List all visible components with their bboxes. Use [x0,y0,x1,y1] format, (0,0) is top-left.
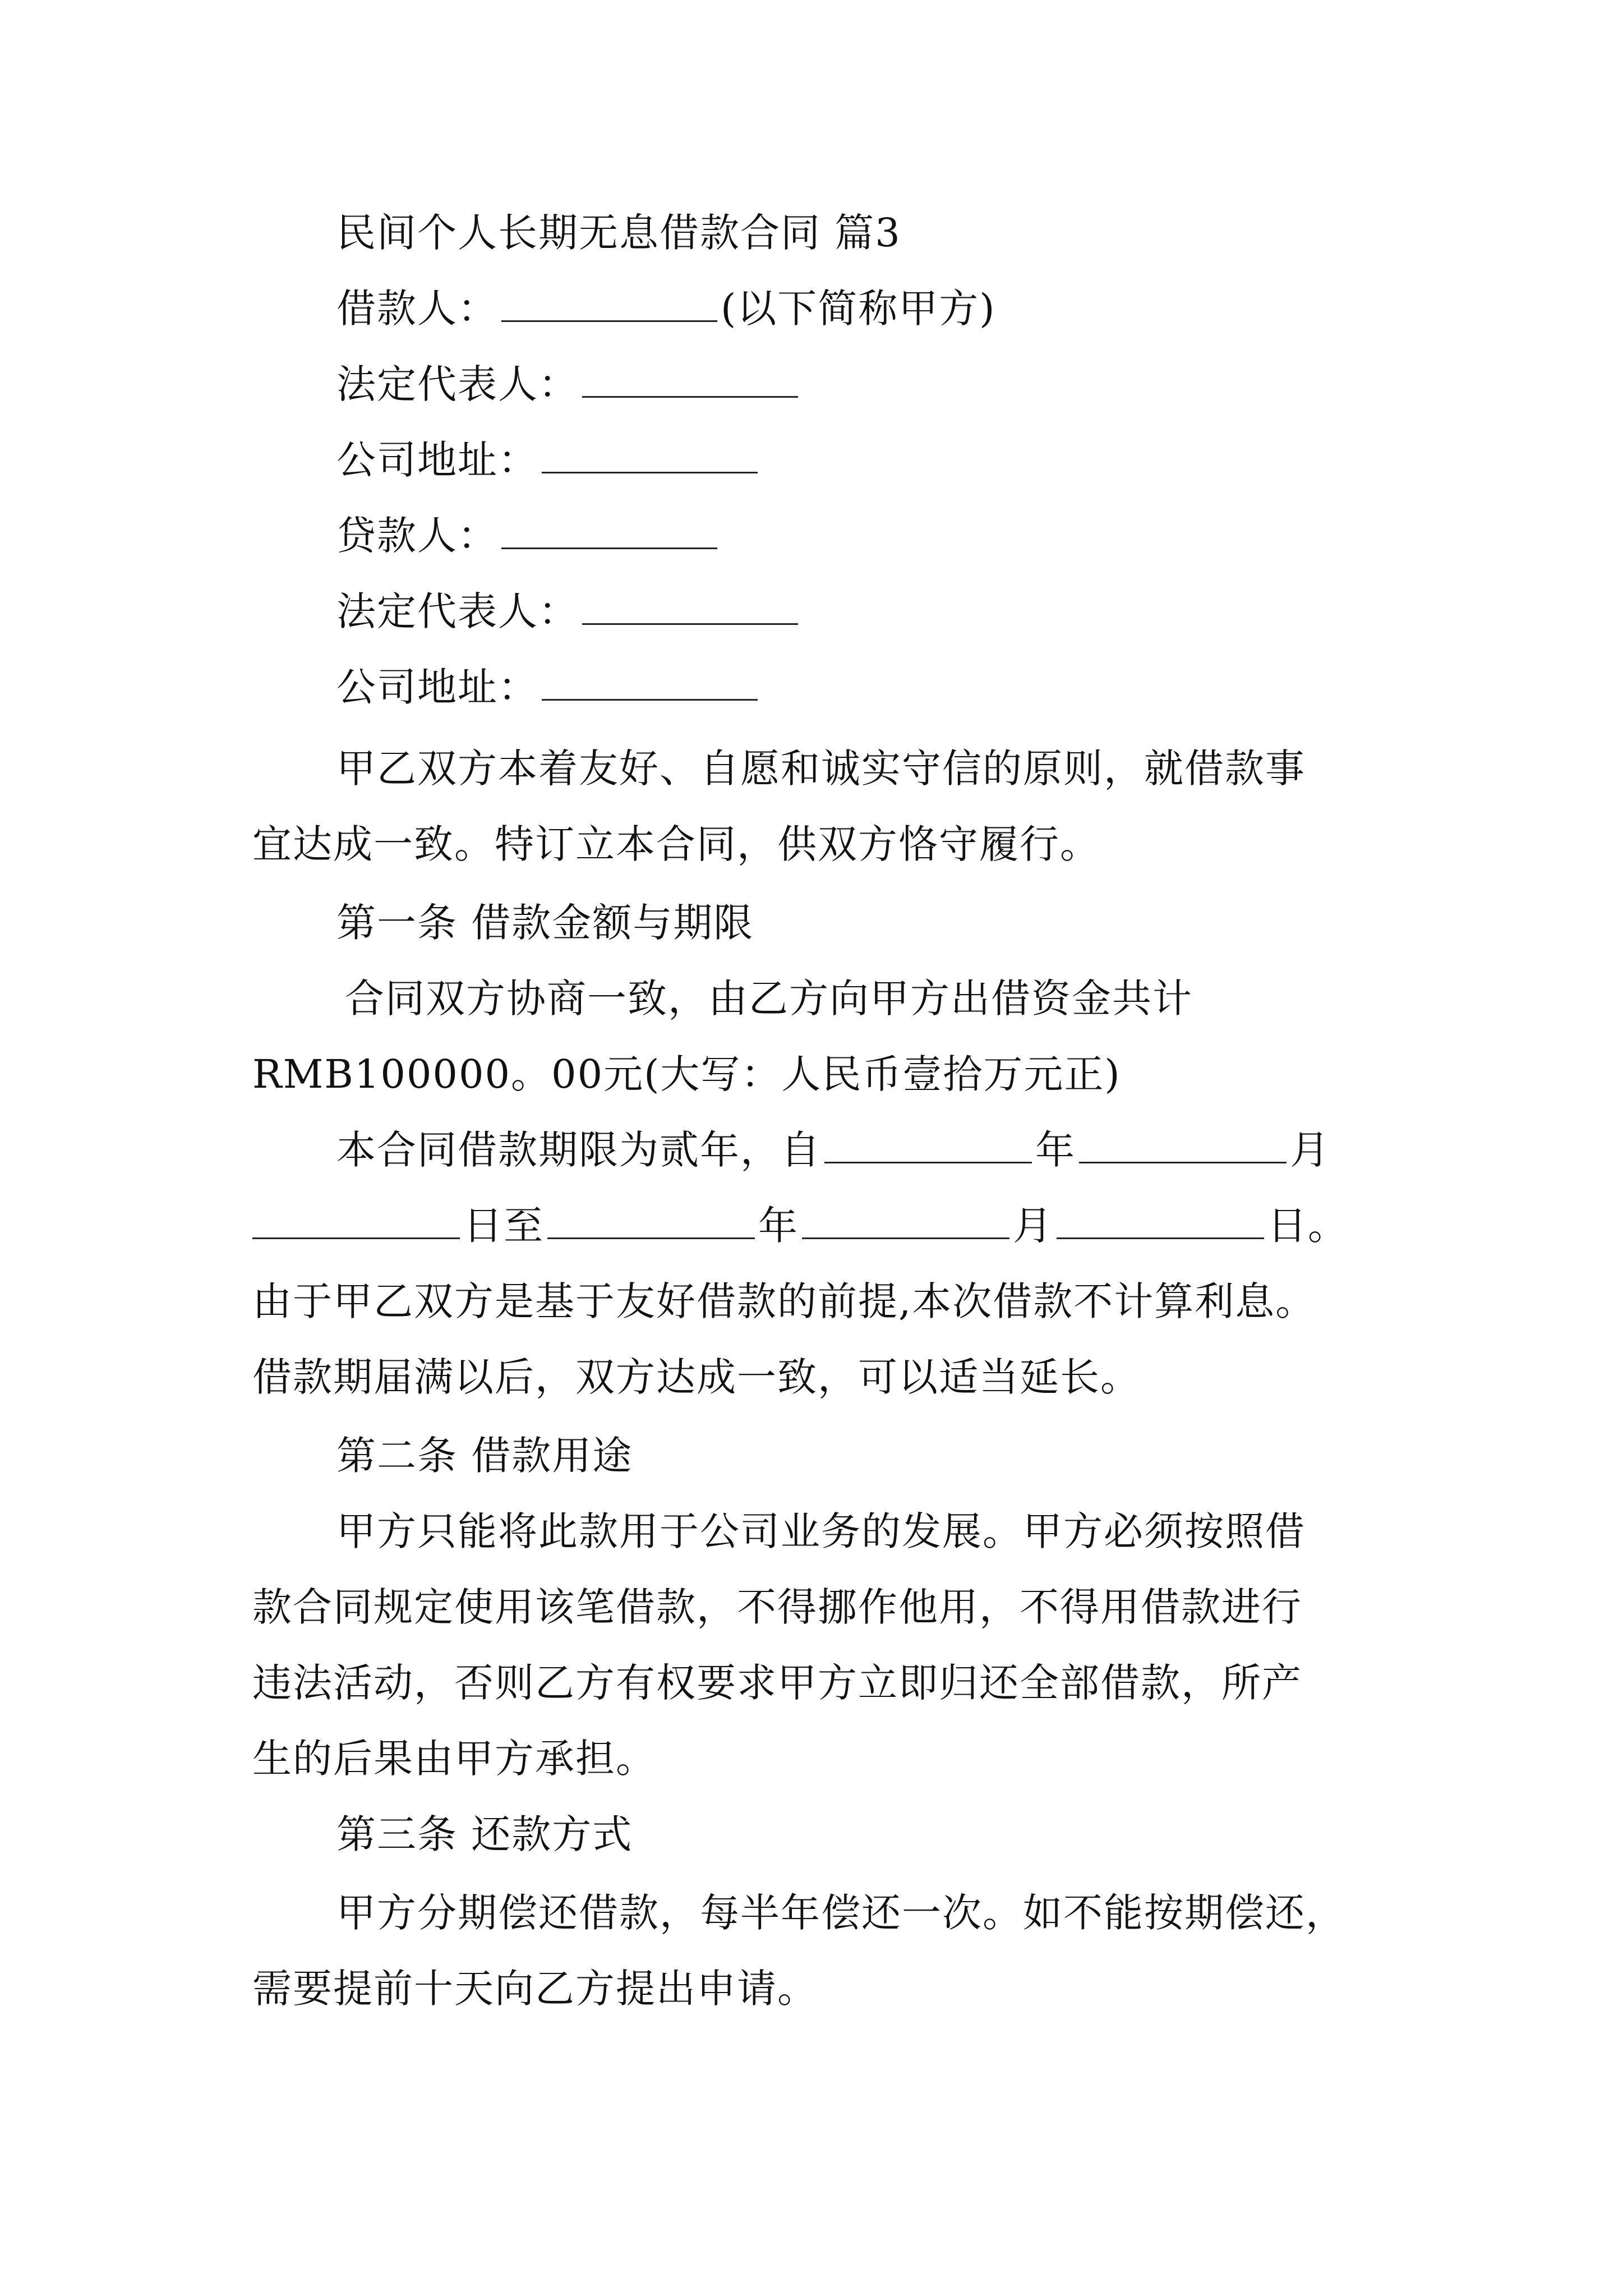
addr2-line [336,659,761,715]
addr2-label: 公司地址： [336,664,538,710]
rep2-blank [582,584,798,625]
month-label: 月 [1290,1127,1330,1173]
lender-blank [501,508,717,549]
intro-line-2: 宜达成一致。特订立本合同，供双方恪守履行。 [252,821,1100,867]
article2-line-4: 生的后果由甲方承担。 [252,1736,656,1782]
start-year-blank [824,1122,1032,1163]
rep1-blank [582,357,798,398]
article1-heading: 第一条 借款金额与期限 [336,900,754,946]
year2-label: 年 [758,1203,799,1249]
lender-line [336,508,721,564]
day2-label: 日。 [1267,1203,1348,1249]
borrower-line [336,280,996,337]
addr1-label: 公司地址： [336,437,538,483]
article3-line-1: 甲方分期偿还借款，每半年偿还一次。如不能按期偿还， [336,1890,1346,1936]
article3-line-2: 需要提前十天向乙方提出申请。 [252,1966,818,2012]
lender-label: 贷款人： [336,513,498,559]
borrower-suffix: (以下简称甲方) [721,286,996,332]
day-to-label: 日至 [463,1203,544,1249]
borrower-label: 借款人： [336,286,498,332]
addr1-line [336,432,761,488]
end-day-blank [1057,1198,1264,1239]
rep1-line [336,356,801,412]
article1-p2-line4: 借款期届满以后，双方达成一致，可以适当延长。 [252,1354,1141,1400]
article2-heading: 第二条 借款用途 [336,1433,633,1479]
article1-p2-line2 [252,1198,1348,1254]
term-start-text: 本合同借款期限为贰年，自 [336,1127,821,1173]
article1-p2-line3: 由于甲乙双方是基于友好借款的前提,本次借款不计算利息。 [252,1278,1316,1324]
article3-heading: 第三条 还款方式 [336,1811,633,1857]
start-day-blank [252,1198,460,1239]
rep1-label: 法定代表人： [336,361,579,407]
intro-line-1: 甲乙双方本着友好、自愿和诚实守信的原则，就借款事 [336,746,1306,792]
article2-line-3: 违法活动，否则乙方有权要求甲方立即归还全部借款，所产 [252,1660,1302,1706]
article1-p1-line1: 合同双方协商一致，由乙方向甲方出借资金共计 [345,976,1193,1022]
month2-label: 月 [1013,1203,1053,1249]
article2-line-2: 款合同规定使用该笔借款，不得挪作他用，不得用借款进行 [252,1584,1302,1630]
addr2-blank [542,660,758,701]
addr1-blank [542,432,758,473]
rep2-label: 法定代表人： [336,588,579,634]
end-year-blank [547,1198,755,1239]
article1-p1-line2: RMB100000。00元(大写：人民币壹拾万元正) [252,1051,1121,1097]
article1-p2-line1 [336,1122,1330,1178]
end-month-blank [802,1198,1009,1239]
year-label: 年 [1035,1127,1076,1173]
start-month-blank [1079,1122,1287,1163]
rep2-line [336,583,801,639]
document-title: 民间个人长期无息借款合同 篇3 [336,210,901,256]
article2-line-1: 甲方只能将此款用于公司业务的发展。甲方必须按照借 [336,1508,1306,1554]
borrower-blank [501,281,717,322]
